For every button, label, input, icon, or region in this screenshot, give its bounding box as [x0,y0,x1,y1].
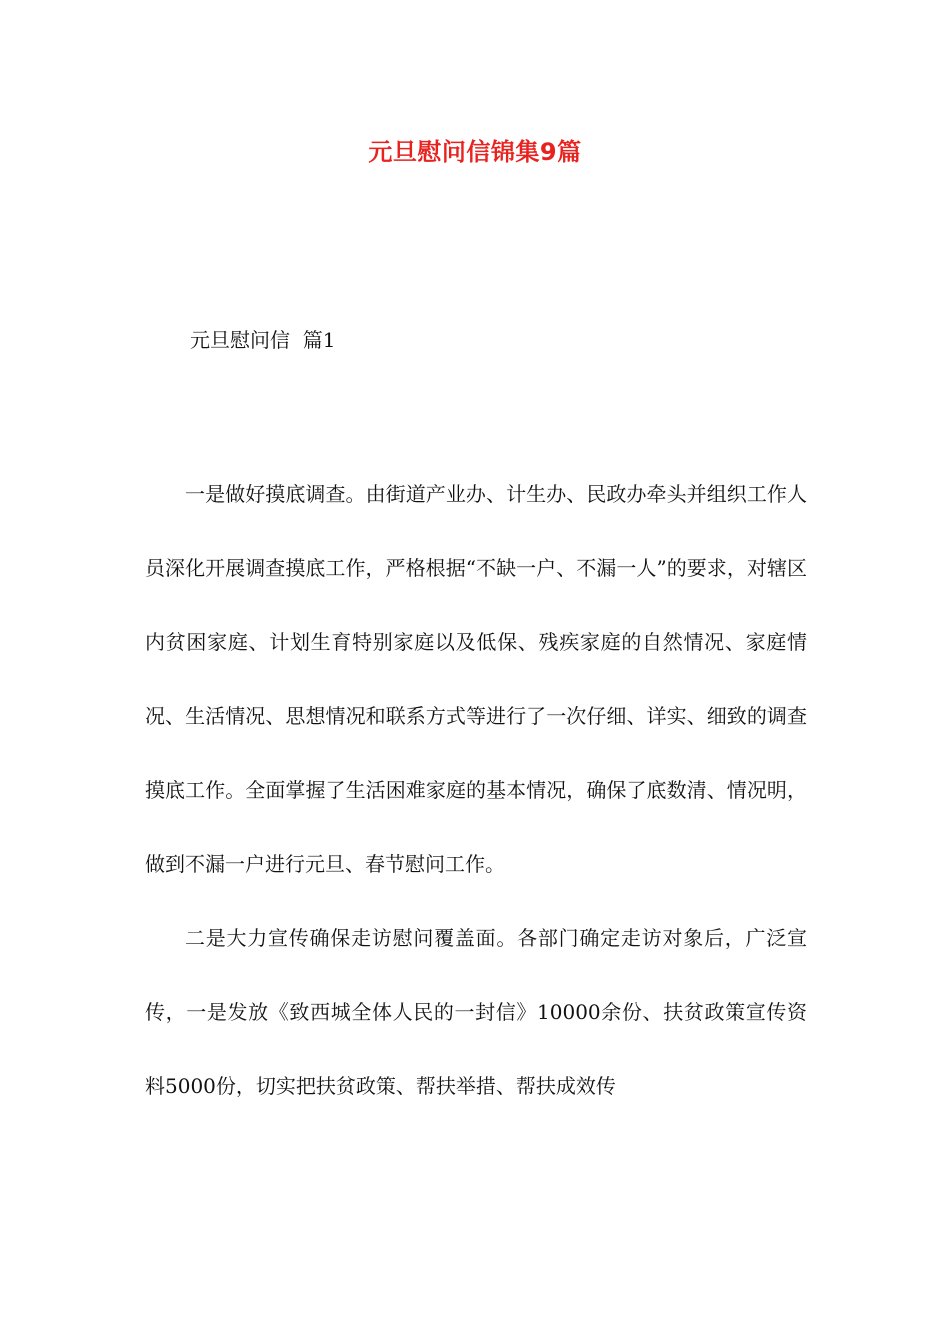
section-heading: 元旦慰问信 篇1 [190,328,336,352]
paragraph-1: 一是做好摸底调查。由街道产业办、计生办、民政办牵头并组织工作人员深化开展调查摸底工作，严格根据“不缺一户、不漏一人”的要求，对辖区内贫困家庭、计划生育特别家庭以及低保、残疾家庭的自然情况、家庭情况、生活情况、思想情况和联系方式等进行了一次仔细、详实、细致的调查摸底工作。全面掌握了生活困难家庭的基本情况，确保了底数清、情况明，做到不漏一户进行元旦、春节慰问工作。 [145,482,807,876]
paragraph-2: 二是大力宣传确保走访慰问覆盖面。各部门确定走访对象后，广泛宣传，一是发放《致西城全体人民的一封信》10000余份、扶贫政策宣传资料5000份，切实把扶贫政策、帮扶举措、帮扶成效传 [145,926,807,1098]
document-title: 元旦慰问信锦集9篇 [368,138,582,166]
body-text [145,457,807,1123]
